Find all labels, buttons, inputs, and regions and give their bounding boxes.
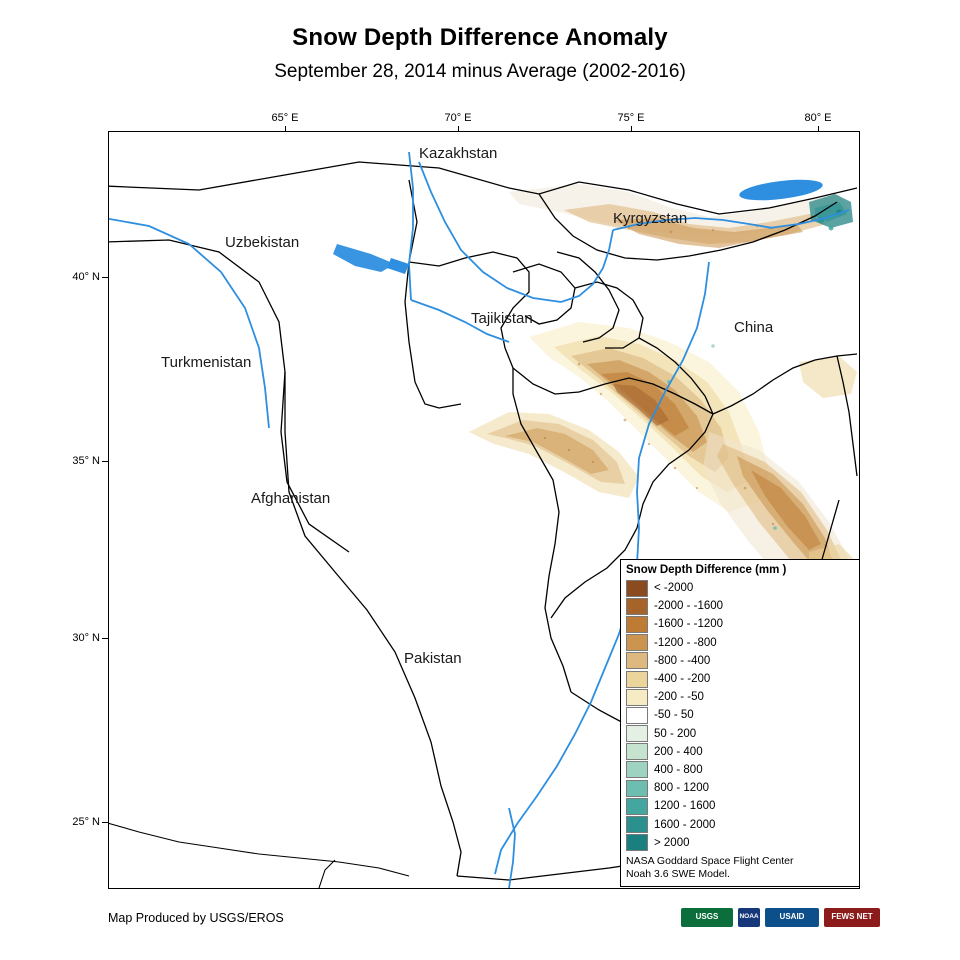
legend-row xyxy=(626,761,854,779)
lon-label-65e: 65° E xyxy=(271,112,299,124)
lon-label-75e: 75° E xyxy=(617,112,645,124)
lat-label-40n: 40° N xyxy=(72,271,100,283)
legend-credit-line-2: Noah 3.6 SWE Model. xyxy=(626,867,730,880)
legend-row xyxy=(626,779,854,797)
lon-label-80e: 80° E xyxy=(804,112,832,124)
lake-aral xyxy=(333,244,395,272)
legend-class-list xyxy=(626,579,854,852)
lat-label-25n: 25° N xyxy=(72,816,100,828)
legend-row xyxy=(626,670,854,688)
legend-row xyxy=(626,579,854,597)
page-subtitle: September 28, 2014 minus Average (2002-2016) xyxy=(274,61,686,82)
lake-aral-south xyxy=(387,258,409,274)
legend-label: 1200 - 1600 xyxy=(654,800,716,813)
legend-credit-line-1: NASA Goddard Space Flight Center xyxy=(626,854,794,867)
usaid-logo xyxy=(765,908,819,927)
legend-swatch xyxy=(626,780,648,797)
legend-swatch xyxy=(626,834,648,851)
legend-swatch xyxy=(626,652,648,669)
legend-row xyxy=(626,615,854,633)
legend-swatch xyxy=(626,598,648,615)
legend-swatch xyxy=(626,580,648,597)
map-legend xyxy=(620,559,860,887)
legend-row xyxy=(626,797,854,815)
label-tajikistan: Tajikistan xyxy=(471,310,533,327)
lon-label-70e: 70° E xyxy=(444,112,472,124)
label-pakistan: Pakistan xyxy=(404,650,462,667)
legend-swatch xyxy=(626,816,648,833)
legend-swatch xyxy=(626,761,648,778)
legend-label: 400 - 800 xyxy=(654,763,703,776)
usgs-logo-label: USGS xyxy=(695,912,719,922)
legend-label: < -2000 xyxy=(654,582,694,595)
legend-title: Snow Depth Difference (mm ) xyxy=(626,564,787,576)
legend-row xyxy=(626,688,854,706)
legend-swatch xyxy=(626,743,648,760)
label-kazakhstan: Kazakhstan xyxy=(419,145,498,162)
legend-credit xyxy=(626,855,854,881)
lat-label-35n: 35° N xyxy=(72,455,100,467)
label-kyrgyzstan: Kyrgyzstan xyxy=(613,210,688,227)
legend-label: 800 - 1200 xyxy=(654,782,709,795)
legend-swatch xyxy=(626,798,648,815)
legend-label: -1200 - -800 xyxy=(654,636,717,649)
legend-row xyxy=(626,634,854,652)
partner-logo xyxy=(738,908,760,927)
legend-swatch xyxy=(626,671,648,688)
legend-label: 50 - 200 xyxy=(654,727,697,740)
logo-strip xyxy=(681,908,880,927)
legend-label: 1600 - 2000 xyxy=(654,818,716,831)
legend-row xyxy=(626,743,854,761)
lat-label-30n: 30° N xyxy=(72,632,100,644)
label-uzbekistan: Uzbekistan xyxy=(225,234,300,251)
label-china: China xyxy=(734,319,774,336)
legend-label: -2000 - -1600 xyxy=(654,600,724,613)
legend-label: -1600 - -1200 xyxy=(654,618,724,631)
legend-row xyxy=(626,597,854,615)
footer-credit: Map Produced by USGS/EROS xyxy=(108,911,284,925)
page-title: Snow Depth Difference Anomaly xyxy=(292,24,668,51)
legend-label: 200 - 400 xyxy=(654,745,703,758)
legend-label: -800 - -400 xyxy=(654,654,711,667)
legend-row xyxy=(626,834,854,852)
legend-swatch xyxy=(626,634,648,651)
legend-row xyxy=(626,652,854,670)
legend-row xyxy=(626,725,854,743)
legend-swatch xyxy=(626,689,648,706)
legend-label: -50 - 50 xyxy=(654,709,694,722)
legend-label: > 2000 xyxy=(654,836,690,849)
usgs-logo xyxy=(681,908,733,927)
legend-label: -200 - -50 xyxy=(654,691,704,704)
legend-label: -400 - -200 xyxy=(654,673,711,686)
fews-net-logo xyxy=(824,908,880,927)
legend-row xyxy=(626,815,854,833)
partner-logo-label: NOAA xyxy=(739,913,759,921)
label-afghanistan: Afghanistan xyxy=(251,490,331,507)
legend-swatch xyxy=(626,616,648,633)
usaid-logo-label: USAID xyxy=(779,912,805,922)
legend-swatch xyxy=(626,725,648,742)
title-block xyxy=(0,24,960,83)
fews-net-logo-label: FEWS NET xyxy=(831,912,873,922)
legend-row xyxy=(626,706,854,724)
label-turkmenistan: Turkmenistan xyxy=(161,354,252,371)
legend-swatch xyxy=(626,707,648,724)
